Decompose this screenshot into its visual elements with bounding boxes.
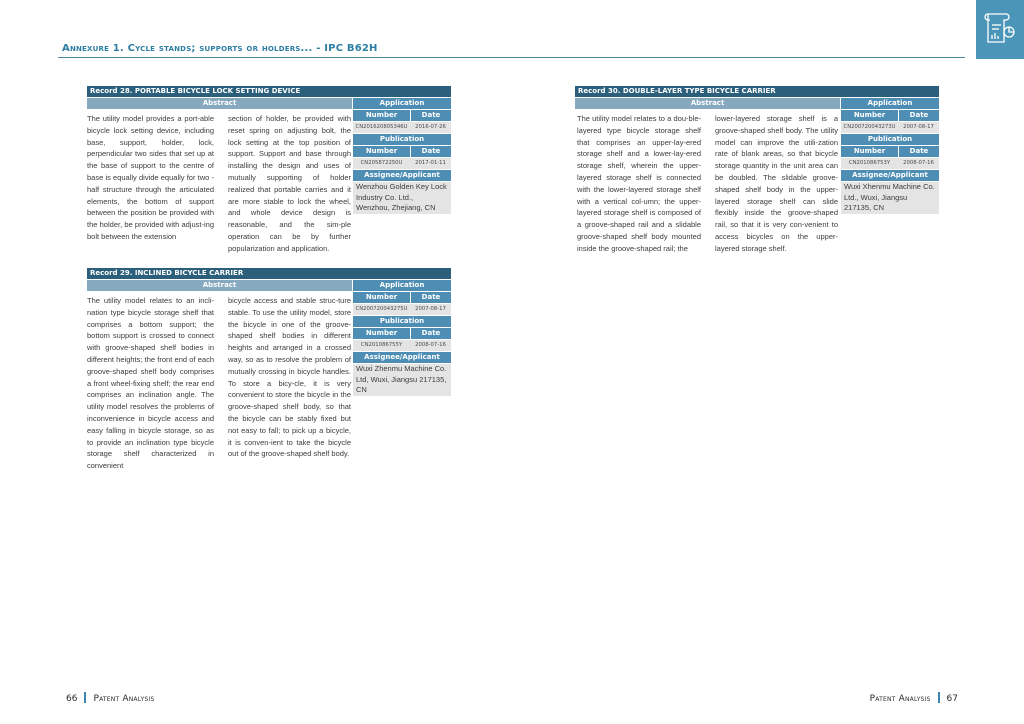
abstract-column-1: The utility model relates to an incli-nation type bicycle storage shelf that comprises a bottom support; the bottom support is crossed to connect with groove-shaped shelf bodies in different heights; the front end of each groove-shaped shelf body comprises a front wheel-fixing shelf; the rear end comprises an inclination angle. The utility model resolves the problems of inconvenience in bicycle access and easy falling in bicycle storage, so as to provide an inclination type bicycle storage shelf characterized in convenient — [87, 296, 214, 471]
page-number-right: 67 — [946, 694, 958, 704]
publication-header: Publication — [841, 134, 939, 145]
application-values — [353, 304, 451, 315]
footer-label-right: Patent Analysis — [869, 694, 931, 704]
date-header: Date — [899, 146, 939, 157]
assignee-header: Assignee/Applicant — [841, 170, 939, 181]
abstract-column-1: The utility model relates to a dou-ble-layered type bicycle storage shelf that comprises an upper-lay-ered storage shelf and a lower-lay-ered storage shelf, wherein the upper-layered storage shelf is connected with the lower-layered storage shelf with a vertical col-umn; the upper-layered storage shelf is composed of a groove-shaped rail and a slidable groove-shaped shelf body mounted inside the groove-shaped rail; the — [577, 114, 701, 253]
number-header: Number — [353, 110, 410, 121]
pub-number-date-header — [353, 146, 451, 157]
app-number-date-header — [353, 110, 451, 121]
publication-values — [353, 340, 451, 351]
app-number-date-header — [841, 110, 939, 121]
application-column — [841, 110, 939, 215]
date-header: Date — [411, 110, 451, 121]
publication-header: Publication — [353, 316, 451, 327]
document-chart-icon — [982, 10, 1018, 46]
footer-divider — [84, 692, 86, 703]
record-title: Record 28. PORTABLE BICYCLE LOCK SETTING DEVICE — [87, 86, 451, 97]
assignee-value: Wenzhou Golden Key Lock Industry Co. Ltd., Wenzhou, Zhejiang, CN — [353, 182, 451, 214]
footer-left — [66, 692, 154, 704]
publication-date: 2008-07-16 — [415, 342, 446, 348]
application-number: CN201620805346U — [355, 124, 408, 130]
record-header-row — [87, 280, 451, 291]
application-number: CN200720043273U — [843, 124, 896, 130]
number-header: Number — [353, 292, 410, 303]
pub-number-date-header — [841, 146, 939, 157]
record-body — [87, 291, 451, 481]
record-title: Record 30. DOUBLE-LAYER TYPE BICYCLE CARRIER — [575, 86, 939, 97]
app-number-date-header — [353, 292, 451, 303]
footer-label-left: Patent Analysis — [93, 694, 155, 704]
application-date: 2016-07-26 — [415, 124, 446, 130]
abstract-header: Abstract — [575, 98, 840, 109]
publication-number: CN201086755Y — [360, 342, 403, 348]
abstract-column-2: section of holder, be provided with reset spring on adjusting bolt, the lock setting at the top position of support. Support and base through installing the design and uses of mutually supporting of holder realized that portable carries and it are more stable to lock the wheel, and whole device design is reasonable, and the sim-ple operation can be by further popularization and application. — [228, 114, 351, 253]
application-header: Application — [841, 98, 939, 109]
record-header-row — [87, 98, 451, 109]
number-header: Number — [841, 110, 898, 121]
pub-number-date-header — [353, 328, 451, 339]
abstract-header: Abstract — [87, 280, 352, 291]
assignee-header: Assignee/Applicant — [353, 170, 451, 181]
publication-values — [841, 158, 939, 169]
application-date: 2007-08-17 — [903, 124, 934, 130]
page-number-left: 66 — [66, 694, 78, 704]
record-29 — [87, 268, 451, 481]
annexure-title: Annexure 1. Cycle stands; supports or holders... - IPC B62H — [62, 43, 378, 54]
publication-values — [353, 158, 451, 169]
application-column — [353, 292, 451, 397]
record-body — [575, 109, 939, 269]
application-column — [353, 110, 451, 215]
header-rule — [58, 57, 965, 58]
application-values — [841, 122, 939, 133]
assignee-value: Wuxi Zhenmu Machine Co. Ltd, Wuxi, Jiangsu 217135, CN — [353, 364, 451, 396]
record-28 — [87, 86, 451, 269]
record-30 — [575, 86, 939, 269]
publication-number: CN201086753Y — [848, 160, 891, 166]
application-values — [353, 122, 451, 133]
publication-date: 2008-07-16 — [903, 160, 934, 166]
date-header: Date — [899, 110, 939, 121]
record-title: Record 29. INCLINED BICYCLE CARRIER — [87, 268, 451, 279]
application-number: CN200720043275U — [355, 306, 408, 312]
record-header-row — [575, 98, 939, 109]
record-body — [87, 109, 451, 269]
corner-tab — [976, 0, 1024, 59]
application-date: 2007-08-17 — [415, 306, 446, 312]
abstract-header: Abstract — [87, 98, 352, 109]
publication-number: CN205872250U — [360, 160, 403, 166]
assignee-value: Wuxi Xhenmu Machine Co. Ltd., Wuxi, Jiangsu 217135, CN — [841, 182, 939, 214]
date-header: Date — [411, 328, 451, 339]
number-header: Number — [353, 328, 410, 339]
abstract-column-2: bicycle access and stable struc-ture stable. To use the utility model, store the bicycle in one of the groove-shaped shelf bodies in different heights and arranged in a crossed way, so as to resolve the problem of mutually crossing in bicycle handles. To store a bicy-cle, it is very convenient to store the bicycle in the groove-shaped shelf body, so that the bicycle can be stably fixed but not easy to fall; to pick up a bicycle, it is conven-ient to take the bicycle out of the groove-shaped shelf body. — [228, 296, 351, 459]
abstract-column-1: The utility model provides a port-able bicycle lock setting device, including base, support, holder, lock, perpendicular two sides that set up at the base of support to the centre of base is equally divide equally for two -half structure through the articulated elements, the bottom of support between the position be provided with the holder, be provided with adjust-ing bolt between the extension — [87, 114, 214, 241]
publication-date: 2017-01-11 — [415, 160, 446, 166]
number-header: Number — [841, 146, 898, 157]
footer-divider — [938, 692, 940, 703]
date-header: Date — [411, 146, 451, 157]
assignee-header: Assignee/Applicant — [353, 352, 451, 363]
date-header: Date — [411, 292, 451, 303]
publication-header: Publication — [353, 134, 451, 145]
footer-right — [870, 692, 958, 704]
number-header: Number — [353, 146, 410, 157]
application-header: Application — [353, 98, 451, 109]
abstract-column-2: lower-layered storage shelf is a groove-shaped shelf body. The utility model can improve the utili-zation rate of blank areas, so that bicycle storage quantity in the unit area can be doubled. The slidable groove-shaped shelf body in the upper-layered storage shelf can slide flexibly inside the groove-shaped rail, so that it is very con-venient to access bicycles on the upper-layered storage shelf. — [715, 114, 838, 253]
application-header: Application — [353, 280, 451, 291]
